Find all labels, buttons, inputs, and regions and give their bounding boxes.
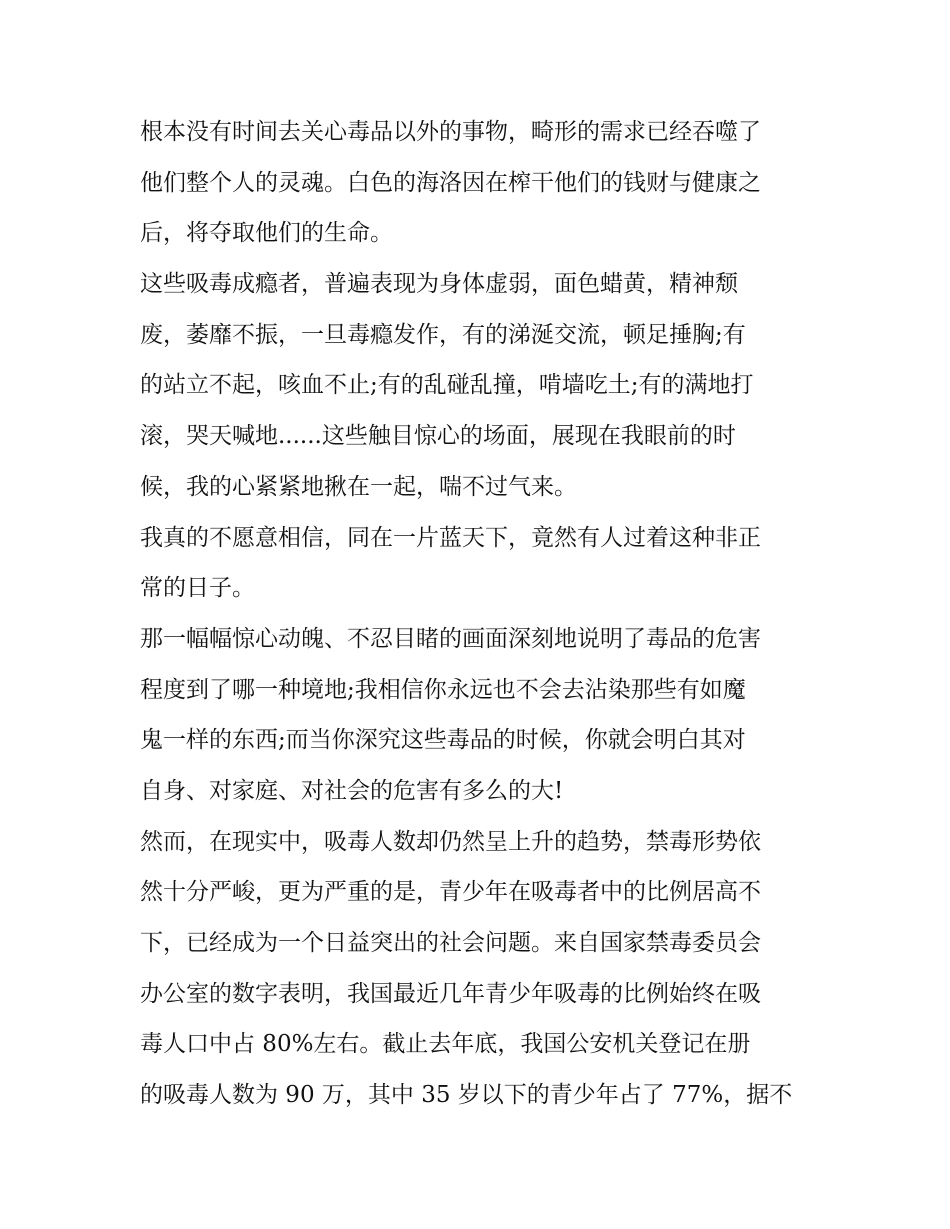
text-line: 鬼一样的东西;而当你深究这些毒品的时候，你就会明白其对 [140,727,746,754]
text-line: 滚，哭天喊地......这些触目惊心的场面，展现在我眼前的时 [140,423,736,450]
text-line: 自身、对家庭、对社会的危害有多么的大! [140,777,564,804]
text-line: 下，已经成为一个日益突出的社会问题。来自国家禁毒委员会 [140,930,761,956]
text-line: 的站立不起，咳血不止;有的乱碰乱撞，啃墙吃土;有的满地打 [140,372,754,399]
text-line: 那一幅幅惊心动魄、不忍目睹的画面深刻地说明了毒品的危害 [140,625,761,652]
text-line: 毒人口中占 80%左右。截止去年底，我国公安机关登记在册 [140,1031,751,1058]
text-line: 的吸毒人数为 90 万，其中 35 岁以下的青少年占了 77%，据不 [140,1082,793,1109]
text-line: 办公室的数字表明，我国最近几年青少年吸毒的比例始终在吸 [140,980,761,1007]
text-line: 常的日子。 [140,575,255,602]
text-line: 然十分严峻，更为严重的是，青少年在吸毒者中的比例居高不 [140,879,761,906]
text-line: 然而，在现实中，吸毒人数却仍然呈上升的趋势，禁毒形势依 [140,828,761,855]
text-line: 我真的不愿意相信，同在一片蓝天下，竟然有人过着这种非正 [140,524,761,551]
body-text [140,107,820,1121]
text-line: 这些吸毒成瘾者，普遍表现为身体虚弱，面色蜡黄，精神颓 [140,271,738,298]
text-line: 候，我的心紧紧地揪在一起，喘不过气来。 [140,473,577,500]
text-line: 他们整个人的灵魂。白色的海洛因在榨干他们的钱财与健康之 [140,169,761,196]
text-line: 后，将夺取他们的生命。 [140,220,393,247]
text-line: 根本没有时间去关心毒品以外的事物，畸形的需求已经吞噬了 [140,119,761,145]
text-line: 废，萎靡不振，一旦毒瘾发作，有的涕涎交流，顿足捶胸;有 [140,321,746,348]
text-line: 程度到了哪一种境地;我相信你永远也不会去沾染那些有如魔 [140,676,746,703]
